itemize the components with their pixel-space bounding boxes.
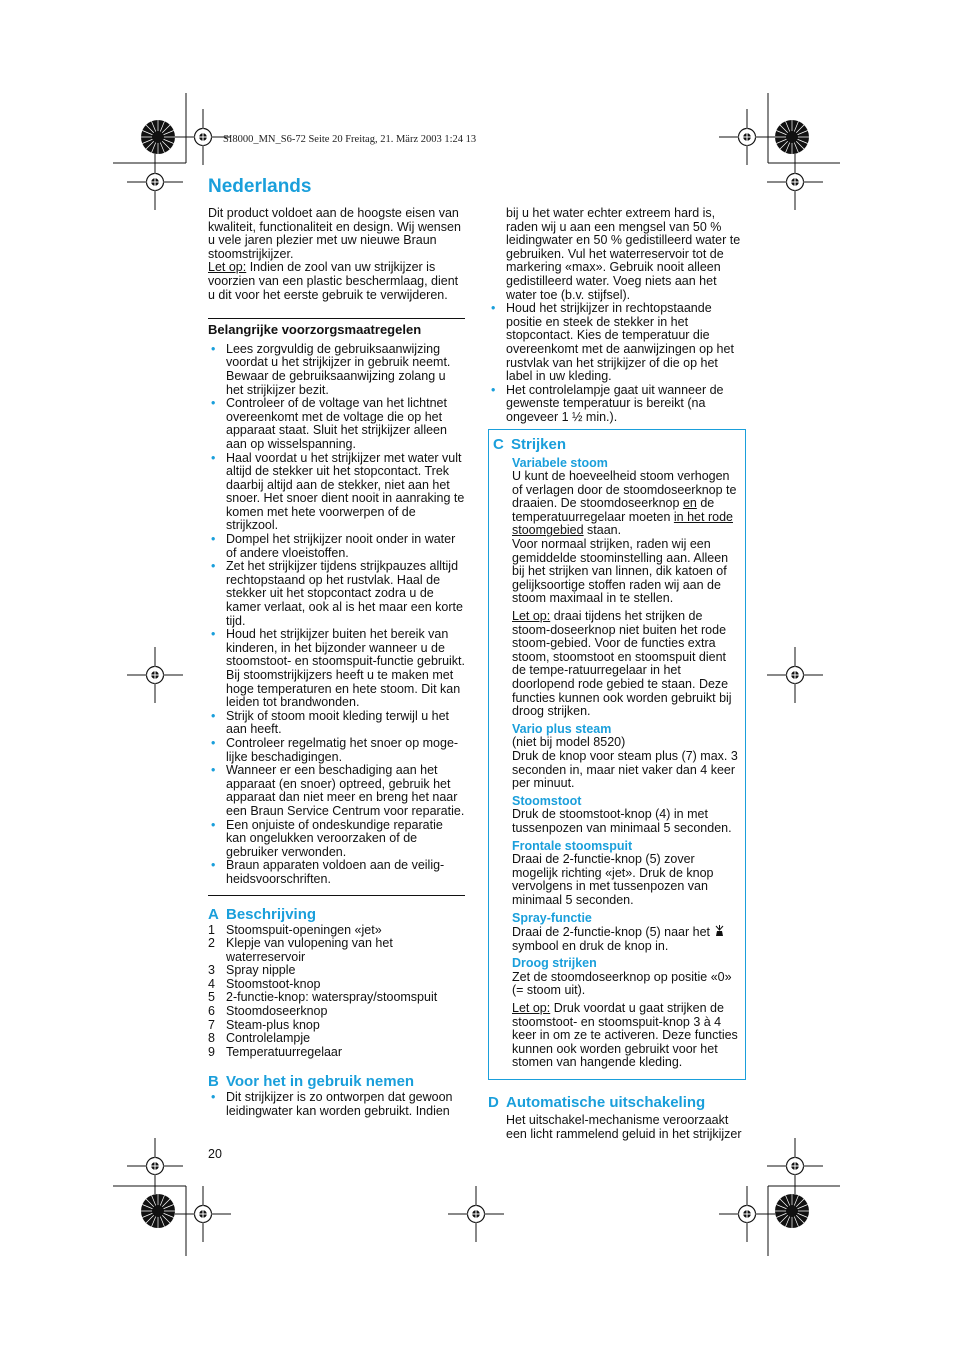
note-text: Druk voordat u gaat strijken de stoomstoot- en stoomspuit-knop 3 à 4 keer in om ze te activeren. Deze functies kunnen ook worden gebruikt voor het stomen van hangende kleding. [512,1001,738,1070]
note-label: Let op: [208,260,247,275]
spray-symbol-icon [714,925,725,937]
list-item: • Braun apparaten voldoen aan de veilig-heidsvoorschriften. [208,859,465,886]
section-title: Voor het in gebruik nemen [226,1073,415,1091]
item-number: 9 [208,1044,215,1059]
item-text: Spray nipple [226,963,296,978]
section-letter: B [208,1073,219,1091]
section-letter: A [208,905,219,923]
safety-heading: Belangrijke voorzorgsmaatregelen [208,322,422,338]
page-title: Nederlands [208,176,312,197]
underlined-text: in het rode stoomgebied [512,509,733,538]
list-item [208,978,465,992]
item-text: Steam-plus knop [226,1017,320,1032]
list-item [208,1046,465,1060]
item-text: Stoomstoot-knop [226,976,321,991]
list-item: • Strijk of stoom mooit kleding terwijl u het aan heeft. [208,710,465,737]
list-item: • Zet het strijkijzer tijdens strijkpauzes alltijd rechtopstaand op het rustvlak. Haal de stekker uit het stopcontact zodra u de kamer verlaat, ook al is het maar een korte tijd. [208,560,465,628]
intro-text: Dit product voldoet aan de hoogste eisen van kwaliteit, functionaliteit en design. Wij wensen u vele jaren plezier met uw nieuwe Braun stoomstrijkijzer. [208,206,461,261]
subheading-vario-plus-steam: Vario plus steam [512,721,612,736]
list-item: • Een onjuiste of ondeskundige reparatie kan ongelukken veroorzaken of de gebruiker verwonden. [208,819,465,860]
print-slug: SI8000_MN_S6-72 Seite 20 Freitag, 21. März 2003 1:24 13 [223,134,477,145]
vario-model-note: (niet bij model 8520) [512,735,626,750]
list-item: • Lees zorgvuldig de gebruiksaanwijzing voordat u het strijkijzer in gebruik neemt. Bewaar de gebruiksaanwijzing zolang u het strijkijzer bezit. [208,343,465,397]
subheading-stoomstoot: Stoomstoot [512,793,582,808]
underlined-text: en [682,496,697,511]
subheading-variabele-stoom: Variabele stoom [512,455,608,470]
list-item: • Controleer regelmatig het snoer op moge-lijke beschadigingen. [208,737,465,764]
list-item: • Haal voordat u het strijkijzer met water vult altijd de stekker uit het stopcontact. Trek daarbij altijd aan de stekker, niet aan het snoer. Het snoer dient nooit in aanraking te komen met hete voorwerpen of de strijkzool. [208,452,465,534]
item-text: Stoomspuit-openingen «jet» [226,922,382,937]
item-number: 8 [208,1031,215,1046]
item-number: 6 [208,1004,215,1019]
list-item: • Houd het strijkijzer buiten het bereik van kinderen, in het bijzonder wanneer u de stoomstoot- en stoomspuit-functie gebruikt. Bij stoomstrijkijzers heeft u te maken met hoge temperaturen en hete stoom. Dit kan leiden tot brandwonden. [208,628,465,710]
section-b-heading [208,1073,465,1091]
list-item: • Wanneer er een beschadiging aan het apparaat (en snoer) optreed, gebruik het apparaat dan niet meer en breng het naar een Braun Service Centrum voor reparatie. [208,764,465,818]
item-number: 7 [208,1017,215,1032]
right-column [488,207,746,1141]
item-number: 1 [208,922,215,937]
variabele-text [512,470,739,538]
list-item [208,937,465,964]
text-run: staan. [583,523,622,538]
note-text: draai tijdens het strijken de stoom-doseerknop niet buiten het rode stoom-gebied. Voor de functies extra stoom, stoomstoot en stoomspuit dient de tempe-ratuurregelaar in het doorlopend rode gebied te staan. Deze functies kunnen ook worden gebruikt bij droog strijken. [512,609,732,719]
item-text: 2-functie-knop: waterspray/stoomspuit [226,990,438,1005]
section-title: Automatische uitschakeling [506,1094,706,1112]
item-number: 3 [208,963,215,978]
variabele-text-2: Voor normaal strijken, raden wij een gemiddelde stoominstelling aan. Alleen bij het strijken van linnen, dik katoen of gelijksoortige stoffen raden wij aan de stoom maximaal in te stellen. [512,537,729,606]
section-letter: D [488,1094,499,1112]
text-run: symbool en druk de knop in. [512,938,669,953]
text-run: Draai de 2-functie-knop (5) naar het [512,925,714,940]
item-number: 2 [208,936,215,951]
subheading-spray-functie: Spray-functie [512,910,592,925]
note-label: Let op: [512,1001,551,1016]
list-item [208,991,465,1005]
page-number: 20 [208,1147,222,1161]
item-number: 4 [208,976,215,991]
section-c-content [493,457,739,1071]
description-list [208,924,465,1060]
section-d-heading [488,1094,746,1112]
section-a-heading [208,906,465,924]
note-label: Let op: [512,609,551,624]
list-item: • Controleer of de voltage van het lichtnet overeenkomt met de voltage die op het apparaat staat. Sluit het strijkijzer alleen aan op wisselspanning. [208,397,465,451]
list-item: • Houd het strijkijzer in rechtopstaande positie en steek de stekker in het stopcontact. Kies de temperatuur die overeenkomt met de aanwijzingen op het rustvlak van het strijkijzer of die op het label in uw kleding. [488,302,746,384]
frontale-text: Draai de 2-functie-knop (5) zover mogelijk richting «jet». Druk de knop vervolgens in met tussenpozen van minimaal 5 seconden. [512,852,714,907]
item-text: Controlelampje [226,1031,311,1046]
section-c-heading [493,436,739,454]
section-title: Beschrijving [226,905,317,923]
section-letter: C [493,435,504,453]
text-run: de temperatuurregelaar moeten [512,496,715,524]
variabele-note [512,610,739,719]
list-item [208,1019,465,1033]
droog-text: Zet de stoomdoseerknop op positie «0» (= stoom uit). [512,969,732,998]
list-item: • Dompel het strijkijzer nooit onder in water of andere vloeistoffen. [208,533,465,560]
subheading-frontale-stoomspuit: Frontale stoomspuit [512,838,633,853]
auto-off-text: Het uitschakel-mechanisme veroorzaakt een licht rammelend geluid in het strijkijzer [506,1113,742,1141]
setup-continuation: bij u het water echter extreem hard is, raden wij u aan een mengsel van 50 % leidingwater en 50 % gedistilleerd water te gebruiken. Vul het waterreservoir tot de markering «max». Gebruik nooit alleen gedistilleerd water. Voeg niets aan het water toe (b.v. stijfsel). [506,206,741,302]
intro-note [208,261,465,302]
safety-list [208,343,465,887]
list-item [208,1005,465,1019]
vario-text: Druk de knop voor steam plus (7) max. 3 seconden in, maar niet vaker dan 4 keer per minuut. [512,748,738,791]
text-run: U kunt de hoeveelheid stoom verhogen of verlagen door de stoomdoseerknop te draaien. De stoomdoseerknop [512,469,737,511]
section-c-box [488,429,746,1081]
setup-list [208,1091,465,1118]
subheading-droog-strijken: Droog strijken [512,956,597,971]
list-item [208,924,465,938]
list-item: • Het controlelampje gaat uit wanneer de gewenste temperatuur is bereikt (na ongeveer 1 ½ min.). [488,384,746,425]
divider [208,318,465,319]
stoomstoot-text: Druk de stoomstoot-knop (4) in met tussenpozen van minimaal 5 seconden. [512,807,732,835]
divider [208,895,465,896]
section-title: Strijken [511,435,567,453]
item-text: Klepje van vulopening van het waterreservoir [226,936,393,964]
list-item [208,1032,465,1046]
setup-list-continued [488,302,746,424]
item-text: Stoomdoseerknop [226,1004,328,1019]
item-number: 5 [208,990,215,1005]
item-text: Temperatuurregelaar [226,1044,343,1059]
note-text: Indien de zool van uw strijkijzer is voorzien van een plastic beschermlaag, dient u dit voor het eerste gebruik te verwijderen. [208,260,459,302]
list-item: • Dit strijkijzer is zo ontworpen dat gewoon leidingwater kan worden gebruikt. Indien [208,1091,465,1118]
spray-text [512,925,739,953]
list-item [208,964,465,978]
left-column [208,207,465,1119]
droog-note [512,1002,739,1070]
